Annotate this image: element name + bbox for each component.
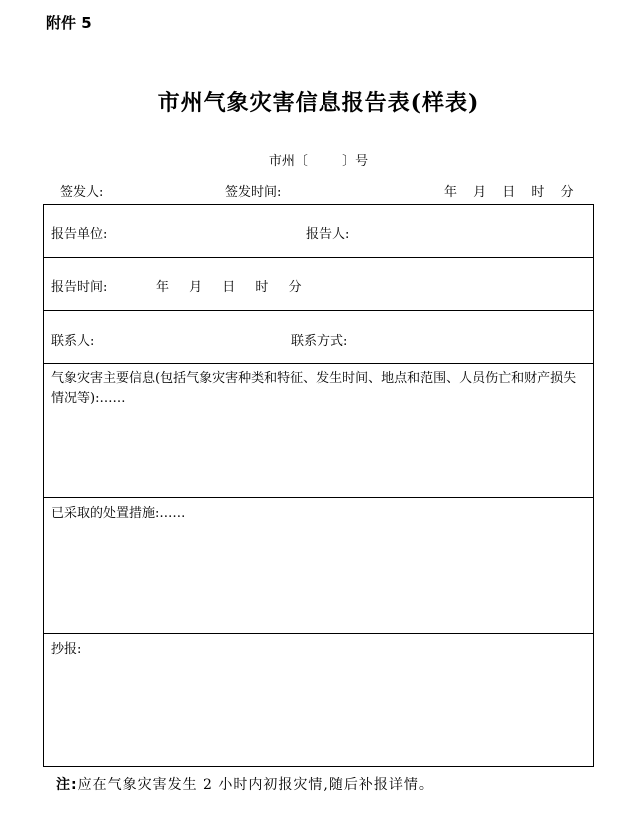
signer-label: 签发人: — [60, 185, 104, 200]
cc-label: 抄报: — [51, 642, 82, 657]
contact-person-label: 联系人: — [51, 334, 95, 349]
report-time-units: 年 月 日 时 分 — [156, 280, 310, 295]
disaster-info-label: 气象灾害主要信息(包括气象灾害种类和特征、发生时间、地点和范围、人员伤亡和财产损失情况等):…… — [51, 371, 577, 406]
note-prefix: 注: — [56, 777, 78, 793]
page-title: 市州气象灾害信息报告表(样表) — [157, 90, 480, 116]
doc-number-suffix: 〕号 — [342, 154, 369, 169]
form-row-time — [44, 258, 593, 311]
report-unit-label: 报告单位: — [51, 227, 108, 242]
sign-time-label: 签发时间: — [225, 185, 282, 200]
form-row-contact — [44, 311, 593, 364]
sign-time-units: 年 月 日 时 分 — [444, 185, 580, 200]
contact-method-label: 联系方式: — [291, 334, 348, 349]
form-row-disaster-info — [44, 364, 593, 498]
doc-number-prefix: 市州〔 — [268, 154, 308, 169]
form-row-unit — [44, 205, 593, 258]
report-form — [43, 204, 594, 767]
measures-label: 已采取的处置措施:…… — [51, 506, 186, 521]
note-text: 应在气象灾害发生 2 小时内初报灾情,随后补报详情。 — [77, 777, 434, 793]
form-row-cc — [44, 634, 593, 766]
document-number — [0, 150, 637, 169]
report-time-label: 报告时间: — [51, 280, 108, 295]
reporter-label: 报告人: — [306, 227, 350, 242]
footnote — [56, 774, 434, 794]
form-row-measures — [44, 498, 593, 634]
attachment-label: 附件 5 — [46, 14, 92, 32]
